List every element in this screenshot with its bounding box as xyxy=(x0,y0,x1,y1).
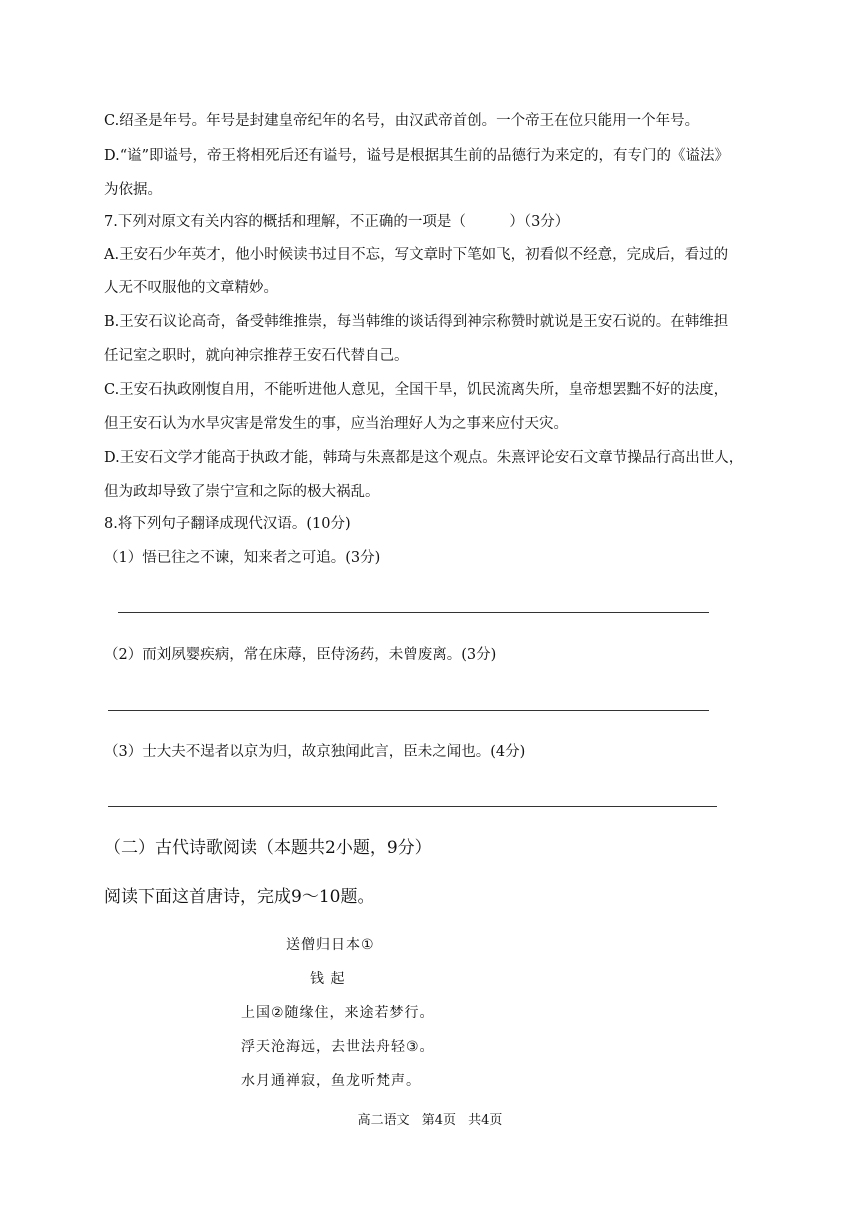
poem-author: 钱 起 xyxy=(310,971,346,987)
q6-option-c: C.绍圣是年号。年号是封建皇帝纪年的名号，由汉武帝首创。一个帝王在位只能用一个年号。 xyxy=(104,113,700,129)
poem-line: 水月通禅寂，鱼龙听梵声。 xyxy=(241,1073,421,1089)
footer-page-number: 第4页 xyxy=(421,1113,456,1128)
poem-title: 送僧归日本① xyxy=(286,937,375,953)
q7-option-c-line2: 但王安石认为水旱灾害是常发生的事，应当治理好人为之事来应付天灾。 xyxy=(104,416,568,432)
question-8: 8.将下列句子翻译成现代汉语。(10分) xyxy=(104,516,351,532)
page-footer xyxy=(0,1109,860,1128)
answer-line-3[interactable] xyxy=(108,806,717,807)
section-heading: （二）古代诗歌阅读（本题共2小题，9分） xyxy=(104,838,432,858)
q7-option-a-line1: A.王安石少年英才，他小时候读书过目不忘，写文章时下笔如飞，初看似不经意，完成后，看过的 xyxy=(104,247,729,263)
q7-option-c-line1: C.王安石执政刚愎自用，不能听进他人意见，全国干旱，饥民流离失所，皇帝想罢黜不好的法度， xyxy=(104,382,729,398)
q8-sentence-3: （3）士大夫不逞者以京为归，故京独闻此言，臣未之闻也。(4分) xyxy=(104,744,526,760)
q8-sentence-1: （1）悟已往之不谏，知来者之可追。(3分) xyxy=(104,550,381,566)
q6-option-d-line2: 为依据。 xyxy=(104,182,162,198)
answer-line-1[interactable] xyxy=(118,612,709,613)
q7-option-b-line1: B.王安石议论高奇，备受韩维推崇，每当韩维的谈话得到神宗称赞时就说是王安石说的。在韩维担 xyxy=(104,314,729,330)
poem-line: 浮天沧海远，去世法舟轻③。 xyxy=(241,1039,435,1055)
q8-sentence-2: （2）而刘夙婴疾病，常在床蓐，臣侍汤药，未曾废离。(3分) xyxy=(104,647,497,663)
q7-option-d-line2: 但为政却导致了崇宁宣和之际的极大祸乱。 xyxy=(104,484,380,500)
footer-subject: 高二语文 xyxy=(357,1113,410,1128)
q6-option-d-line1: D.“谥”即谥号，帝王将相死后还有谥号，谥号是根据其生前的品德行为来定的，有专门的《谥法》 xyxy=(104,148,730,164)
footer-total-pages: 共4页 xyxy=(468,1113,503,1128)
question-7: 7.下列对原文有关内容的概括和理解，不正确的一项是（ ）（3分） xyxy=(104,214,570,230)
poem-line: 上国②随缘住，来途若梦行。 xyxy=(241,1005,435,1021)
q7-option-d-line1: D.王安石文学才能高于执政才能，韩琦与朱熹都是这个观点。朱熹评论安石文章节操品行高出世人， xyxy=(104,450,744,466)
section-instruction: 阅读下面这首唐诗，完成9～10题。 xyxy=(104,887,375,907)
answer-line-2[interactable] xyxy=(108,710,709,711)
q7-option-a-line2: 人无不叹服他的文章精妙。 xyxy=(104,280,278,296)
q7-option-b-line2: 任记室之职时，就向神宗推荐王安石代替自己。 xyxy=(104,348,409,364)
